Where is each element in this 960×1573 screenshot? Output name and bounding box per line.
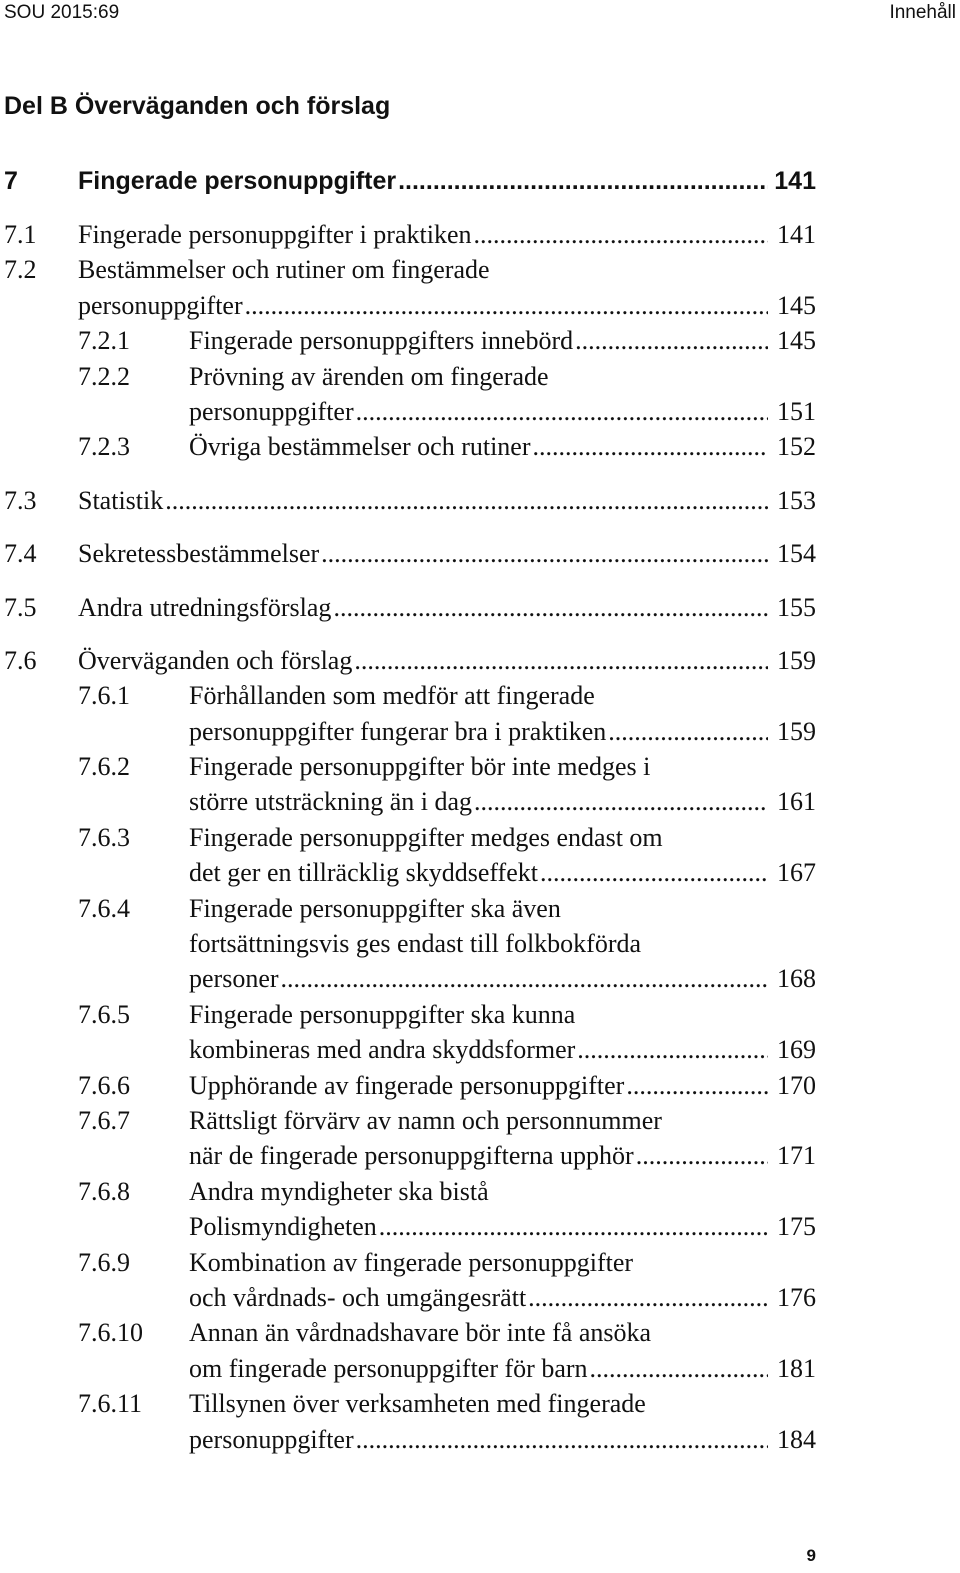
toc-entry[interactable] — [0, 1386, 960, 1457]
toc-entry-title: Polismyndigheten — [189, 1212, 377, 1242]
toc-entry-page: 176 — [777, 1282, 816, 1312]
toc-entry-title: större utsträckning än i dag — [189, 787, 473, 817]
toc-entry-number: 7.6.8 — [78, 1176, 130, 1206]
toc-entry-title: Kombination av fingerade personuppgifter — [189, 1247, 634, 1277]
running-header-right: Innehåll — [889, 2, 956, 23]
toc-entry-title: personer — [189, 964, 279, 994]
toc-entry[interactable] — [0, 536, 960, 571]
toc-entry[interactable] — [0, 483, 960, 518]
dot-leader — [531, 429, 769, 464]
toc-entry[interactable] — [0, 820, 960, 891]
toc-entry-page: 181 — [777, 1353, 816, 1383]
dot-leader — [472, 217, 769, 252]
dot-leader — [472, 784, 768, 819]
toc-entry-title: kombineras med andra skyddsformer — [189, 1035, 576, 1065]
toc-entry-title: Tillsynen över verksamheten med fingerade — [189, 1389, 646, 1419]
toc-entry-page: 145 — [777, 326, 816, 356]
toc-entry-page: 170 — [777, 1070, 816, 1100]
toc-entry-title: och vårdnads- och umgängesrätt — [189, 1282, 527, 1312]
dot-leader — [588, 1351, 768, 1386]
toc-entry-title: Bestämmelser och rutiner om fingerade — [78, 255, 490, 285]
toc-entry-number: 7.6.7 — [78, 1105, 130, 1135]
toc-entry-number: 7 — [4, 167, 18, 195]
toc-entry[interactable] — [0, 678, 960, 749]
toc-entry-page: 154 — [777, 539, 816, 569]
toc-entry-title: Andra utredningsförslag — [78, 592, 332, 622]
dot-leader — [624, 1068, 768, 1103]
dot-leader — [396, 163, 768, 199]
toc-entry-title: Fingerade personuppgifter — [78, 167, 397, 195]
toc-entry-number: 7.2.1 — [78, 326, 130, 356]
toc-entry[interactable] — [0, 1245, 960, 1316]
dot-leader — [163, 483, 768, 518]
toc-entry-number: 7.6.6 — [78, 1070, 130, 1100]
toc-entry-title: Fingerade personuppgifter ska kunna — [189, 999, 576, 1029]
toc-entry-page: 153 — [777, 485, 816, 515]
toc-entry-number: 7.2 — [4, 255, 37, 285]
toc-entry[interactable] — [0, 359, 960, 430]
toc-entry-page: 151 — [777, 396, 816, 426]
dot-leader — [243, 288, 768, 323]
toc-entry-title: Sekretessbestämmelser — [78, 539, 320, 569]
toc-entry-page: 184 — [777, 1424, 816, 1454]
toc-entry-number: 7.6.1 — [78, 681, 130, 711]
toc-entry-title: Upphörande av fingerade personuppgifter — [189, 1070, 625, 1100]
toc-entry-number: 7.6 — [4, 645, 37, 675]
toc-entry-number: 7.6.2 — [78, 752, 130, 782]
running-header-left: SOU 2015:69 — [4, 2, 120, 23]
toc-entry-page: 168 — [777, 964, 816, 994]
toc-entry[interactable] — [0, 1174, 960, 1245]
toc-entry-page: 159 — [777, 716, 816, 746]
toc-entry-number: 7.1 — [4, 220, 37, 249]
toc-entry-number: 7.2.3 — [78, 432, 130, 462]
toc-entry[interactable] — [0, 217, 960, 252]
toc-entry-title: när de fingerade personuppgifterna upphör — [189, 1141, 634, 1171]
toc-entry-number: 7.5 — [4, 592, 37, 622]
dot-leader — [354, 394, 768, 429]
toc-entry[interactable] — [0, 891, 960, 997]
dot-leader — [319, 536, 768, 571]
toc-entry-title: Andra myndigheter ska bistå — [189, 1176, 489, 1206]
toc-entry-page: 141 — [777, 220, 816, 249]
toc-entry-number: 7.6.10 — [78, 1318, 143, 1348]
toc-entry-title: personuppgifter fungerar bra i praktiken — [189, 716, 607, 746]
toc-entry[interactable] — [0, 997, 960, 1068]
dot-leader — [331, 590, 768, 625]
dot-leader — [377, 1209, 768, 1244]
toc-entry-number: 7.6.3 — [78, 822, 130, 852]
toc-entry-number: 7.2.2 — [78, 361, 130, 391]
toc-entry[interactable] — [0, 643, 960, 678]
dot-leader — [354, 1422, 768, 1457]
toc-entry-title: Annan än vårdnadshavare bör inte få ansöka — [189, 1318, 652, 1348]
toc-entry-title: Fingerade personuppgifter bör inte medges i — [189, 752, 651, 782]
toc-entry-page: 175 — [777, 1212, 816, 1242]
dot-leader — [634, 1138, 768, 1173]
toc-entry-title: Förhållanden som medför att fingerade — [189, 681, 595, 711]
toc-entry-title: Fingerade personuppgifter ska även — [189, 893, 561, 923]
toc-entry-title: Fingerade personuppgifter medges endast om — [189, 822, 663, 852]
toc-entry[interactable] — [0, 1103, 960, 1174]
toc-entry[interactable] — [0, 590, 960, 625]
toc-entry[interactable] — [0, 163, 960, 199]
toc-entry[interactable] — [0, 749, 960, 820]
dot-leader — [538, 855, 768, 890]
part-title: Del B Överväganden och förslag — [4, 92, 391, 120]
toc-entry-title: det ger en tillräcklig skyddseffekt — [189, 858, 538, 888]
toc-entry-title: Överväganden och förslag — [78, 645, 353, 675]
toc-entry-number: 7.4 — [4, 539, 37, 569]
toc-entry-title: Prövning av ärenden om fingerade — [189, 361, 549, 391]
dot-leader — [352, 643, 768, 678]
toc-entry[interactable] — [0, 1068, 960, 1103]
toc-entry-title: personuppgifter — [189, 1424, 354, 1454]
toc-entry-title: Fingerade personuppgifters innebörd — [189, 326, 574, 356]
toc-entry[interactable] — [0, 323, 960, 358]
toc-entry-number: 7.6.5 — [78, 999, 130, 1029]
toc-entry[interactable] — [0, 252, 960, 323]
toc-entry-title: Statistik — [78, 485, 164, 515]
dot-leader — [526, 1280, 768, 1315]
toc-entry-page: 159 — [777, 645, 816, 675]
toc-entry-page: 141 — [774, 167, 816, 195]
toc-entry-number: 7.6.9 — [78, 1247, 130, 1277]
toc-entry[interactable] — [0, 429, 960, 464]
toc-entry-title: fortsättningsvis ges endast till folkbokförda — [189, 929, 642, 959]
toc-entry-page: 145 — [777, 290, 816, 320]
toc-entry-number: 7.6.4 — [78, 893, 130, 923]
page-number: 9 — [806, 1546, 816, 1565]
toc-entry-title: Rättsligt förvärv av namn och personnummer — [189, 1105, 662, 1135]
toc-entry-title: Övriga bestämmelser och rutiner — [189, 432, 531, 462]
table-of-contents — [0, 163, 960, 1457]
dot-leader — [606, 714, 768, 749]
toc-entry[interactable] — [0, 1315, 960, 1386]
toc-entry-page: 155 — [777, 592, 816, 622]
toc-entry-title: Fingerade personuppgifter i praktiken — [78, 220, 472, 249]
toc-entry-title: personuppgifter — [78, 290, 243, 320]
toc-entry-page: 167 — [777, 858, 816, 888]
toc-entry-title: personuppgifter — [189, 396, 354, 426]
dot-leader — [575, 1032, 768, 1067]
dot-leader — [573, 323, 768, 358]
toc-entry-number: 7.3 — [4, 485, 37, 515]
toc-entry-page: 169 — [777, 1035, 816, 1065]
toc-entry-number: 7.6.11 — [78, 1389, 143, 1419]
toc-entry-page: 171 — [777, 1141, 816, 1171]
toc-entry-page: 161 — [777, 787, 816, 817]
dot-leader — [279, 961, 768, 996]
toc-entry-title: om fingerade personuppgifter för barn — [189, 1353, 588, 1383]
toc-entry-page: 152 — [777, 432, 816, 462]
